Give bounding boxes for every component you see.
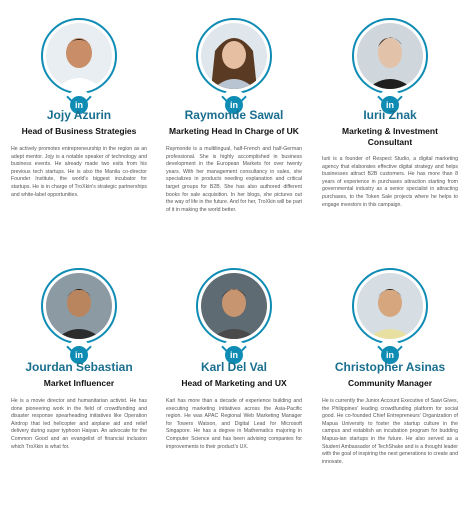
person-role: Community Manager: [347, 378, 433, 388]
avatar: [41, 18, 117, 110]
person-role: Marketing & Investment Consultant: [342, 126, 438, 147]
profile-photo: [357, 273, 423, 339]
person-role: Head of Marketing and UX: [181, 378, 287, 388]
person-bio: Karl has more than a decade of experience building and executing marketing initiatives across the Asia-Pacific region. He was APAC Regional Web Marketing Manager for Towers Watson, and Digital Lead for Microsoft Singapore. He has a degree in Mathematics majoring in Computer Science and has been advising companies for improvements to their product's UX.: [166, 398, 302, 450]
avatar: [41, 268, 117, 360]
person-role: Marketing Head In Charge of UK: [169, 126, 299, 136]
profile-photo: [46, 23, 112, 89]
person-name: Raymonde Sawal: [184, 108, 284, 122]
person-name: Iurii Znak: [363, 108, 417, 122]
team-card: [166, 256, 302, 506]
avatar: [196, 268, 272, 360]
team-card: [322, 0, 458, 250]
person-bio: He is a movie director and humanitarian activist. He has done pioneering work in the field of crowdfunding and disaster response spearheading initiatives like Operation Airdrop that led helicopter and airplane aid and relief delivery during super typhoon Haiyan. An advocate for the Common Good and an evangelist of financial inclusion which TroXkin is what for.: [11, 398, 147, 450]
profile-photo: [357, 23, 423, 89]
team-card: [322, 256, 458, 506]
linkedin-icon[interactable]: in: [381, 96, 399, 114]
person-name: Jojy Azurin: [46, 108, 112, 122]
linkedin-icon[interactable]: in: [225, 346, 243, 364]
team-card: [166, 0, 302, 250]
profile-photo: [201, 23, 267, 89]
linkedin-icon[interactable]: in: [381, 346, 399, 364]
avatar: [196, 18, 272, 110]
person-bio: He is currently the Junior Account Executive of Sawi Gives, the Philippines' leading crowdfunding platform for social good. He co-founded Chief Entrepreneurs' Organization of Mapua University to foster the startup culture in the campus and establish an incubation program for budding Mapua-ian startups in the future. He also served as a Student Ambassador of TechShake and is a thought leader with the goal of inspiring the next generations to create and innovate.: [322, 398, 458, 465]
person-role: Head of Business Strategies: [21, 126, 137, 136]
linkedin-icon[interactable]: in: [70, 96, 88, 114]
person-name: Jourdan Sebastian: [25, 360, 133, 374]
avatar: [352, 18, 428, 110]
team-card: [11, 0, 147, 250]
profile-photo: [46, 273, 112, 339]
person-bio: Iurii is a founder of Respect Studio, a digital marketing agency that elaborates effective digital strategy and helps businesses attract B2B customers. He has more than 8 years of experience in purchases attraction starting from governmental industry as a senior specialist in attracting purchases, to the Token Sale projects where he helps to engage investors in this campaign.: [322, 156, 458, 208]
person-bio: He actively promotes entrepreneurship in the region as an adept mentor. Jojy is a notable speaker of technology and business events. He already made two exits from his previous tech startups. He is also the Manila co-director Founder Institute, the world's biggest incubator for startups. He is in charge of TroXkin's strategic partnerships and white-label opportunities.: [11, 146, 147, 198]
person-bio: Raymonde is a multilingual, half-French and half-German professional. She is highly accomplished in business development in the European Markets for over twenty years. With her management consultancy in sales, she specializes in products needing explanation and critical target groups for B2B. She has also authored different books for sale acquisition. In her blogs, she pictures out the way of life in the future. And for her, TroXkin will be part of it in making the world better.: [166, 146, 302, 213]
team-card: [11, 256, 147, 506]
person-name: Karl Del Val: [200, 360, 268, 374]
profile-photo: [201, 273, 267, 339]
person-role: Market Influencer: [43, 378, 115, 388]
person-name: Christopher Asinas: [334, 360, 446, 374]
linkedin-icon[interactable]: in: [70, 346, 88, 364]
avatar: [352, 268, 428, 360]
linkedin-icon[interactable]: in: [225, 96, 243, 114]
